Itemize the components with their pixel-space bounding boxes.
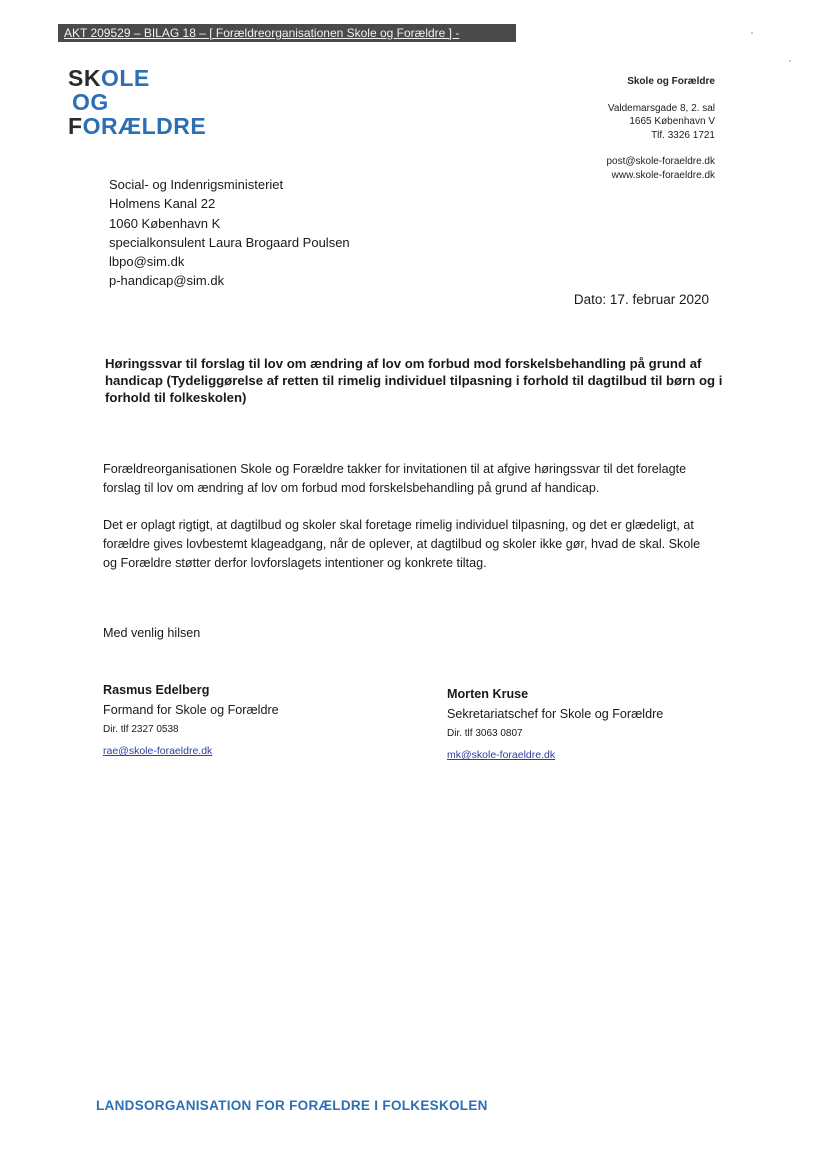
sender-phone: Tlf. 3326 1721	[651, 129, 715, 141]
sender-block	[606, 75, 715, 182]
signatory-phone: Dir. tlf 3063 0807	[447, 728, 523, 739]
scan-speck	[789, 60, 791, 62]
sender-address: Valdemarsgade 8, 2. sal	[607, 102, 715, 114]
signatory-title: Formand for Skole og Forældre	[103, 703, 279, 717]
recipient-line: Holmens Kanal 22	[109, 196, 216, 212]
recipient-line: specialkonsulent Laura Brogaard Poulsen	[109, 234, 350, 250]
letter-subject: Høringssvar til forslag til lov om ændring af lov om forbud mod forskelsbehandling på grund af handicap (Tydeliggørelse af retten til rimelig individuel tilpasning i forhold til dagtilbud til børn og i forhold til folkeskolen)	[105, 356, 723, 405]
logo: SKOLE OG FORÆLDRE	[68, 65, 207, 139]
recipient-line: 1060 København K	[109, 215, 221, 231]
body-paragraph: Forældreorganisationen Skole og Forældre takker for invitationen til at afgive høringssvar til det forelagte forslag til lov om ændring af lov om forbud mod forskelsbehandling på grund af handicap.	[103, 462, 687, 495]
footer-tagline: LANDSORGANISATION FOR FORÆLDRE I FOLKESKOLEN	[96, 1098, 488, 1113]
recipient-line: Social- og Indenrigsministeriet	[109, 177, 284, 192]
signatory-title: Sekretariatschef for Skole og Forældre	[447, 707, 664, 721]
sender-org: Skole og Forældre	[627, 76, 715, 87]
document-stamp: AKT 209529 – BILAG 18 – [ Forældreorganisationen Skole og Forældre ] -	[58, 24, 516, 42]
signature-block	[447, 684, 663, 765]
signatory-email-link[interactable]: rae@skole-foraeldre.dk	[103, 745, 213, 757]
recipient-block	[109, 175, 350, 291]
signatory-phone: Dir. tlf 2327 0538	[103, 724, 179, 735]
scan-speck	[751, 32, 753, 34]
signatory-name: Rasmus Edelberg	[103, 683, 210, 697]
recipient-line: lbpo@sim.dk	[109, 254, 185, 270]
signature-block	[103, 680, 279, 761]
letter-date: Dato: 17. februar 2020	[573, 292, 709, 307]
signatory-email-link[interactable]: mk@skole-foraeldre.dk	[447, 749, 556, 761]
closing: Med venlig hilsen	[103, 626, 201, 640]
body-paragraph: Det er oplagt rigtigt, at dagtilbud og skoler skal foretage rimelig individuel tilpasning, og det er glædeligt, at forældre gives lovbestemt klageadgang, når de oplever, at dagtilbud og skoler ikke gør, hvad de skal. Skole og Forældre støtter derfor lovforslagets intentioner og konkrete tiltag.	[103, 518, 701, 570]
sender-city: 1665 København V	[629, 116, 715, 127]
sender-web: www.skole-foraeldre.dk	[611, 169, 715, 181]
signatory-name: Morten Kruse	[447, 687, 529, 701]
recipient-line: p-handicap@sim.dk	[109, 273, 225, 289]
sender-email: post@skole-foraeldre.dk	[606, 156, 715, 167]
